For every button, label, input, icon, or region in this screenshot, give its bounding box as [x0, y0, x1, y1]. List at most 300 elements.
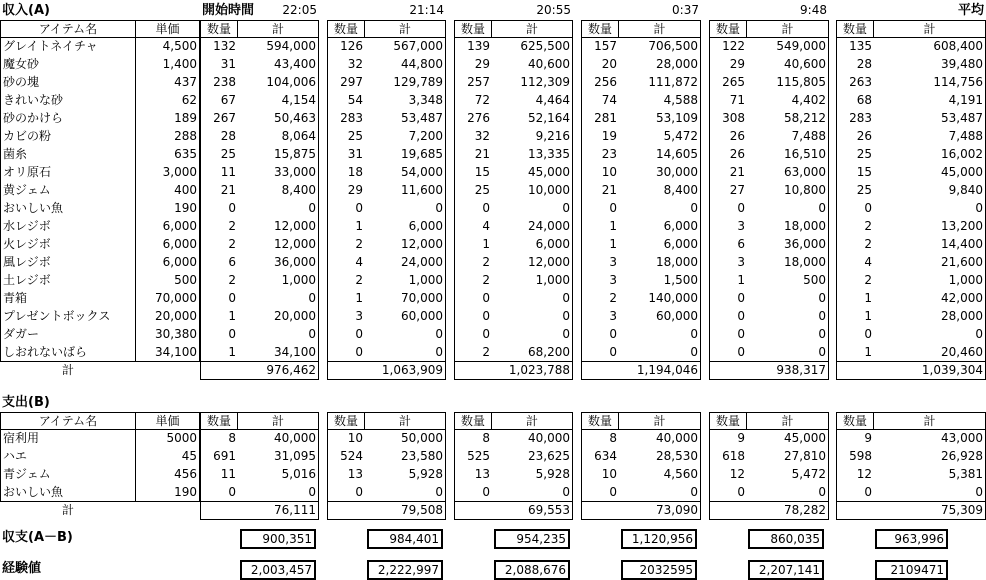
qty-cell[interactable]: 0 — [327, 344, 365, 362]
expense-header-total[interactable]: 計 — [874, 412, 986, 430]
total-cell[interactable]: 10,000 — [492, 182, 573, 200]
qty-cell[interactable]: 1 — [709, 272, 747, 290]
qty-cell[interactable]: 3 — [581, 272, 619, 290]
experience-label[interactable]: 経験値 — [2, 561, 42, 576]
qty-cell[interactable]: 25 — [454, 182, 492, 200]
experience-value[interactable]: 2,003,457 — [240, 560, 316, 580]
session-time[interactable]: 9:48 — [800, 3, 827, 17]
total-cell[interactable]: 0 — [747, 200, 829, 218]
expense-total-cell[interactable]: 40,000 — [492, 430, 573, 448]
total-cell[interactable]: 12,000 — [238, 218, 319, 236]
qty-cell[interactable]: 18 — [327, 164, 365, 182]
header-total[interactable]: 計 — [619, 20, 701, 38]
income-total[interactable]: 1,194,046 — [581, 362, 701, 380]
expense-header-qty[interactable]: 数量 — [581, 412, 619, 430]
qty-cell[interactable]: 0 — [709, 290, 747, 308]
total-cell[interactable]: 24,000 — [492, 218, 573, 236]
total-cell[interactable]: 7,200 — [365, 128, 446, 146]
total-cell[interactable]: 9,216 — [492, 128, 573, 146]
total-cell[interactable]: 111,872 — [619, 74, 701, 92]
total-cell[interactable]: 567,000 — [365, 38, 446, 56]
total-cell[interactable]: 0 — [619, 200, 701, 218]
total-cell[interactable]: 54,000 — [365, 164, 446, 182]
total-cell[interactable]: 7,488 — [874, 128, 986, 146]
balance-value[interactable]: 900,351 — [240, 529, 316, 549]
balance-value[interactable]: 984,401 — [367, 529, 443, 549]
qty-cell[interactable]: 25 — [327, 128, 365, 146]
qty-cell[interactable]: 122 — [709, 38, 747, 56]
expense-total-cell[interactable]: 0 — [874, 484, 986, 502]
expense-total-cell[interactable]: 40,000 — [619, 430, 701, 448]
qty-cell[interactable]: 2 — [454, 272, 492, 290]
experience-value[interactable]: 2109471 — [875, 560, 948, 580]
item-name[interactable]: 火レジボ — [0, 236, 136, 254]
total-cell[interactable]: 1,000 — [492, 272, 573, 290]
income-total[interactable]: 938,317 — [709, 362, 829, 380]
total-cell[interactable]: 129,789 — [365, 74, 446, 92]
expense-total-cell[interactable]: 31,095 — [238, 448, 319, 466]
total-cell[interactable]: 40,600 — [747, 56, 829, 74]
header-unit-price[interactable]: 単価 — [136, 20, 200, 38]
qty-cell[interactable]: 26 — [709, 128, 747, 146]
expense-item-name[interactable]: 宿利用 — [0, 430, 136, 448]
session-time[interactable]: 21:14 — [409, 3, 444, 17]
total-cell[interactable]: 625,500 — [492, 38, 573, 56]
total-cell[interactable]: 24,000 — [365, 254, 446, 272]
total-cell[interactable]: 34,100 — [238, 344, 319, 362]
item-name[interactable]: 魔女砂 — [0, 56, 136, 74]
total-cell[interactable]: 15,875 — [238, 146, 319, 164]
expense-total-cell[interactable]: 0 — [238, 484, 319, 502]
expense-qty-cell[interactable]: 598 — [836, 448, 874, 466]
total-cell[interactable]: 12,000 — [365, 236, 446, 254]
expense-qty-cell[interactable]: 9 — [709, 430, 747, 448]
expense-qty-cell[interactable]: 0 — [454, 484, 492, 502]
total-cell[interactable]: 53,487 — [365, 110, 446, 128]
qty-cell[interactable]: 31 — [327, 146, 365, 164]
total-cell[interactable]: 13,335 — [492, 146, 573, 164]
total-cell[interactable]: 28,000 — [619, 56, 701, 74]
balance-label[interactable]: 収支(A－B) — [2, 530, 73, 545]
qty-cell[interactable]: 297 — [327, 74, 365, 92]
qty-cell[interactable]: 29 — [454, 56, 492, 74]
total-cell[interactable]: 36,000 — [238, 254, 319, 272]
total-cell[interactable]: 1,000 — [238, 272, 319, 290]
expense-qty-cell[interactable]: 0 — [836, 484, 874, 502]
qty-cell[interactable]: 0 — [327, 326, 365, 344]
total-cell[interactable]: 0 — [747, 308, 829, 326]
qty-cell[interactable]: 31 — [200, 56, 238, 74]
qty-cell[interactable]: 67 — [200, 92, 238, 110]
average-label[interactable]: 平均 — [957, 3, 984, 18]
expense-total-cell[interactable]: 45,000 — [747, 430, 829, 448]
total-cell[interactable]: 1,500 — [619, 272, 701, 290]
header-total[interactable]: 計 — [365, 20, 446, 38]
qty-cell[interactable]: 21 — [581, 182, 619, 200]
qty-cell[interactable]: 25 — [836, 182, 874, 200]
total-cell[interactable]: 20,000 — [238, 308, 319, 326]
expense-total-cell[interactable]: 5,016 — [238, 466, 319, 484]
total-cell[interactable]: 14,400 — [874, 236, 986, 254]
total-cell[interactable]: 500 — [747, 272, 829, 290]
expense-qty-cell[interactable]: 691 — [200, 448, 238, 466]
qty-cell[interactable]: 32 — [454, 128, 492, 146]
expense-header-qty[interactable]: 数量 — [200, 412, 238, 430]
item-name[interactable]: カビの粉 — [0, 128, 136, 146]
total-cell[interactable]: 0 — [747, 326, 829, 344]
qty-cell[interactable]: 135 — [836, 38, 874, 56]
qty-cell[interactable]: 0 — [454, 308, 492, 326]
total-cell[interactable]: 8,400 — [619, 182, 701, 200]
item-name[interactable]: 黄ジェム — [0, 182, 136, 200]
experience-value[interactable]: 2,088,676 — [494, 560, 570, 580]
total-cell[interactable]: 36,000 — [747, 236, 829, 254]
total-cell[interactable]: 16,002 — [874, 146, 986, 164]
total-cell[interactable]: 43,400 — [238, 56, 319, 74]
total-cell[interactable]: 0 — [619, 326, 701, 344]
item-name[interactable]: おいしい魚 — [0, 200, 136, 218]
header-qty[interactable]: 数量 — [200, 20, 238, 38]
qty-cell[interactable]: 2 — [836, 236, 874, 254]
experience-value[interactable]: 2,207,141 — [748, 560, 824, 580]
header-qty[interactable]: 数量 — [709, 20, 747, 38]
qty-cell[interactable]: 281 — [581, 110, 619, 128]
total-cell[interactable]: 18,000 — [747, 254, 829, 272]
expense-qty-cell[interactable]: 8 — [200, 430, 238, 448]
income-total[interactable]: 1,039,304 — [836, 362, 986, 380]
qty-cell[interactable]: 1 — [454, 236, 492, 254]
income-total[interactable]: 1,063,909 — [327, 362, 446, 380]
expense-header-total[interactable]: 計 — [619, 412, 701, 430]
qty-cell[interactable]: 238 — [200, 74, 238, 92]
start-time-label[interactable]: 開始時間 — [202, 3, 255, 18]
qty-cell[interactable]: 71 — [709, 92, 747, 110]
qty-cell[interactable]: 6 — [709, 236, 747, 254]
total-cell[interactable]: 6,000 — [365, 218, 446, 236]
qty-cell[interactable]: 25 — [200, 146, 238, 164]
total-cell[interactable]: 4,588 — [619, 92, 701, 110]
qty-cell[interactable]: 256 — [581, 74, 619, 92]
total-cell[interactable]: 0 — [874, 200, 986, 218]
expense-qty-cell[interactable]: 634 — [581, 448, 619, 466]
unit-price[interactable]: 437 — [136, 74, 200, 92]
total-cell[interactable]: 0 — [747, 344, 829, 362]
total-cell[interactable]: 33,000 — [238, 164, 319, 182]
expense-total[interactable]: 76,111 — [200, 502, 319, 520]
qty-cell[interactable]: 3 — [327, 308, 365, 326]
qty-cell[interactable]: 26 — [836, 128, 874, 146]
qty-cell[interactable]: 0 — [709, 308, 747, 326]
qty-cell[interactable]: 32 — [327, 56, 365, 74]
unit-price[interactable]: 6,000 — [136, 254, 200, 272]
income-total-label[interactable]: 計 — [61, 363, 74, 377]
expense-total[interactable]: 73,090 — [581, 502, 701, 520]
qty-cell[interactable]: 0 — [454, 326, 492, 344]
total-cell[interactable]: 0 — [747, 290, 829, 308]
total-cell[interactable]: 60,000 — [365, 308, 446, 326]
expense-item-name[interactable]: ハエ — [0, 448, 136, 466]
expense-header-total[interactable]: 計 — [365, 412, 446, 430]
total-cell[interactable]: 4,402 — [747, 92, 829, 110]
qty-cell[interactable]: 0 — [836, 200, 874, 218]
expense-unit-price[interactable]: 45 — [136, 448, 200, 466]
total-cell[interactable]: 70,000 — [365, 290, 446, 308]
expense-total-cell[interactable]: 26,928 — [874, 448, 986, 466]
qty-cell[interactable]: 15 — [836, 164, 874, 182]
total-cell[interactable]: 68,200 — [492, 344, 573, 362]
expense-qty-cell[interactable]: 0 — [200, 484, 238, 502]
item-name[interactable]: ダガー — [0, 326, 136, 344]
qty-cell[interactable]: 23 — [581, 146, 619, 164]
expense-header-price[interactable]: 単価 — [136, 412, 200, 430]
expense-qty-cell[interactable]: 10 — [581, 466, 619, 484]
total-cell[interactable]: 28,000 — [874, 308, 986, 326]
total-cell[interactable]: 0 — [874, 326, 986, 344]
total-cell[interactable]: 0 — [365, 344, 446, 362]
income-title[interactable]: 収入(A) — [2, 3, 50, 18]
expense-qty-cell[interactable]: 13 — [327, 466, 365, 484]
total-cell[interactable]: 14,605 — [619, 146, 701, 164]
qty-cell[interactable]: 276 — [454, 110, 492, 128]
item-name[interactable]: 砂のかけら — [0, 110, 136, 128]
qty-cell[interactable]: 68 — [836, 92, 874, 110]
qty-cell[interactable]: 1 — [327, 290, 365, 308]
expense-title[interactable]: 支出(B) — [2, 395, 50, 410]
expense-qty-cell[interactable]: 12 — [709, 466, 747, 484]
qty-cell[interactable]: 4 — [836, 254, 874, 272]
qty-cell[interactable]: 1 — [836, 290, 874, 308]
balance-value[interactable]: 954,235 — [494, 529, 570, 549]
qty-cell[interactable]: 265 — [709, 74, 747, 92]
unit-price[interactable]: 190 — [136, 200, 200, 218]
total-cell[interactable]: 8,064 — [238, 128, 319, 146]
qty-cell[interactable]: 26 — [709, 146, 747, 164]
item-name[interactable]: 水レジボ — [0, 218, 136, 236]
qty-cell[interactable]: 21 — [709, 164, 747, 182]
expense-total-cell[interactable]: 0 — [619, 484, 701, 502]
unit-price[interactable]: 3,000 — [136, 164, 200, 182]
total-cell[interactable]: 7,488 — [747, 128, 829, 146]
qty-cell[interactable]: 11 — [200, 164, 238, 182]
expense-total[interactable]: 78,282 — [709, 502, 829, 520]
header-total[interactable]: 計 — [747, 20, 829, 38]
total-cell[interactable]: 5,472 — [619, 128, 701, 146]
qty-cell[interactable]: 308 — [709, 110, 747, 128]
expense-total-cell[interactable]: 50,000 — [365, 430, 446, 448]
total-cell[interactable]: 104,006 — [238, 74, 319, 92]
item-name[interactable]: 土レジボ — [0, 272, 136, 290]
expense-item-name[interactable]: 青ジェム — [0, 466, 136, 484]
expense-header-item[interactable]: アイテム名 — [0, 412, 136, 430]
qty-cell[interactable]: 74 — [581, 92, 619, 110]
total-cell[interactable]: 6,000 — [619, 218, 701, 236]
qty-cell[interactable]: 263 — [836, 74, 874, 92]
expense-header-total[interactable]: 計 — [238, 412, 319, 430]
expense-qty-cell[interactable]: 10 — [327, 430, 365, 448]
income-total[interactable]: 976,462 — [200, 362, 319, 380]
qty-cell[interactable]: 21 — [200, 182, 238, 200]
qty-cell[interactable]: 3 — [709, 254, 747, 272]
total-cell[interactable]: 0 — [238, 326, 319, 344]
total-cell[interactable]: 45,000 — [874, 164, 986, 182]
expense-header-qty[interactable]: 数量 — [454, 412, 492, 430]
item-name[interactable]: プレゼントボックス — [0, 308, 136, 326]
expense-unit-price[interactable]: 5000 — [136, 430, 200, 448]
qty-cell[interactable]: 139 — [454, 38, 492, 56]
total-cell[interactable]: 19,685 — [365, 146, 446, 164]
experience-value[interactable]: 2032595 — [621, 560, 697, 580]
total-cell[interactable]: 1,000 — [365, 272, 446, 290]
unit-price[interactable]: 62 — [136, 92, 200, 110]
qty-cell[interactable]: 28 — [836, 56, 874, 74]
total-cell[interactable]: 53,487 — [874, 110, 986, 128]
qty-cell[interactable]: 0 — [581, 344, 619, 362]
expense-total-cell[interactable]: 5,472 — [747, 466, 829, 484]
total-cell[interactable]: 20,460 — [874, 344, 986, 362]
expense-total-cell[interactable]: 23,625 — [492, 448, 573, 466]
qty-cell[interactable]: 1 — [327, 218, 365, 236]
qty-cell[interactable]: 3 — [581, 308, 619, 326]
qty-cell[interactable]: 267 — [200, 110, 238, 128]
qty-cell[interactable]: 0 — [836, 326, 874, 344]
expense-header-qty[interactable]: 数量 — [327, 412, 365, 430]
qty-cell[interactable]: 283 — [327, 110, 365, 128]
expense-unit-price[interactable]: 456 — [136, 466, 200, 484]
total-cell[interactable]: 50,463 — [238, 110, 319, 128]
total-cell[interactable]: 12,000 — [492, 254, 573, 272]
total-cell[interactable]: 40,600 — [492, 56, 573, 74]
total-cell[interactable]: 63,000 — [747, 164, 829, 182]
qty-cell[interactable]: 19 — [581, 128, 619, 146]
qty-cell[interactable]: 0 — [200, 200, 238, 218]
qty-cell[interactable]: 6 — [200, 254, 238, 272]
total-cell[interactable]: 0 — [492, 200, 573, 218]
total-cell[interactable]: 21,600 — [874, 254, 986, 272]
qty-cell[interactable]: 21 — [454, 146, 492, 164]
item-name[interactable]: 菌糸 — [0, 146, 136, 164]
unit-price[interactable]: 20,000 — [136, 308, 200, 326]
total-cell[interactable]: 53,109 — [619, 110, 701, 128]
qty-cell[interactable]: 0 — [709, 326, 747, 344]
qty-cell[interactable]: 257 — [454, 74, 492, 92]
qty-cell[interactable]: 283 — [836, 110, 874, 128]
unit-price[interactable]: 30,380 — [136, 326, 200, 344]
unit-price[interactable]: 635 — [136, 146, 200, 164]
qty-cell[interactable]: 10 — [581, 164, 619, 182]
qty-cell[interactable]: 2 — [836, 218, 874, 236]
header-qty[interactable]: 数量 — [581, 20, 619, 38]
qty-cell[interactable]: 157 — [581, 38, 619, 56]
expense-header-total[interactable]: 計 — [747, 412, 829, 430]
total-cell[interactable]: 0 — [238, 200, 319, 218]
balance-value[interactable]: 1,120,956 — [621, 529, 697, 549]
qty-cell[interactable]: 1 — [581, 218, 619, 236]
qty-cell[interactable]: 2 — [327, 272, 365, 290]
experience-value[interactable]: 2,222,997 — [367, 560, 443, 580]
qty-cell[interactable]: 2 — [200, 272, 238, 290]
total-cell[interactable]: 140,000 — [619, 290, 701, 308]
total-cell[interactable]: 0 — [492, 308, 573, 326]
qty-cell[interactable]: 1 — [200, 308, 238, 326]
expense-qty-cell[interactable]: 525 — [454, 448, 492, 466]
total-cell[interactable]: 42,000 — [874, 290, 986, 308]
unit-price[interactable]: 500 — [136, 272, 200, 290]
expense-qty-cell[interactable]: 0 — [581, 484, 619, 502]
qty-cell[interactable]: 2 — [581, 290, 619, 308]
expense-total[interactable]: 69,553 — [454, 502, 573, 520]
qty-cell[interactable]: 0 — [454, 200, 492, 218]
total-cell[interactable]: 0 — [365, 326, 446, 344]
total-cell[interactable]: 9,840 — [874, 182, 986, 200]
unit-price[interactable]: 70,000 — [136, 290, 200, 308]
qty-cell[interactable]: 0 — [709, 344, 747, 362]
qty-cell[interactable]: 0 — [200, 326, 238, 344]
unit-price[interactable]: 34,100 — [136, 344, 200, 362]
header-item-name[interactable]: アイテム名 — [0, 20, 136, 38]
qty-cell[interactable]: 29 — [327, 182, 365, 200]
total-cell[interactable]: 594,000 — [238, 38, 319, 56]
total-cell[interactable]: 0 — [365, 200, 446, 218]
unit-price[interactable]: 288 — [136, 128, 200, 146]
header-total[interactable]: 計 — [238, 20, 319, 38]
expense-total-cell[interactable]: 5,381 — [874, 466, 986, 484]
total-cell[interactable]: 4,154 — [238, 92, 319, 110]
session-time[interactable]: 22:05 — [282, 3, 317, 17]
total-cell[interactable]: 608,400 — [874, 38, 986, 56]
total-cell[interactable]: 44,800 — [365, 56, 446, 74]
expense-qty-cell[interactable]: 11 — [200, 466, 238, 484]
total-cell[interactable]: 16,510 — [747, 146, 829, 164]
qty-cell[interactable]: 27 — [709, 182, 747, 200]
qty-cell[interactable]: 4 — [454, 218, 492, 236]
item-name[interactable]: グレイトネイチャ — [0, 38, 136, 56]
qty-cell[interactable]: 3 — [709, 218, 747, 236]
unit-price[interactable]: 189 — [136, 110, 200, 128]
item-name[interactable]: 青箱 — [0, 290, 136, 308]
total-cell[interactable]: 45,000 — [492, 164, 573, 182]
expense-qty-cell[interactable]: 0 — [327, 484, 365, 502]
qty-cell[interactable]: 2 — [327, 236, 365, 254]
qty-cell[interactable]: 2 — [200, 218, 238, 236]
qty-cell[interactable]: 15 — [454, 164, 492, 182]
expense-header-qty[interactable]: 数量 — [709, 412, 747, 430]
expense-qty-cell[interactable]: 9 — [836, 430, 874, 448]
expense-total-cell[interactable]: 0 — [492, 484, 573, 502]
qty-cell[interactable]: 20 — [581, 56, 619, 74]
expense-total-cell[interactable]: 23,580 — [365, 448, 446, 466]
qty-cell[interactable]: 72 — [454, 92, 492, 110]
header-qty[interactable]: 数量 — [454, 20, 492, 38]
expense-total-label[interactable]: 計 — [61, 503, 74, 517]
total-cell[interactable]: 39,480 — [874, 56, 986, 74]
unit-price[interactable]: 6,000 — [136, 218, 200, 236]
unit-price[interactable]: 1,400 — [136, 56, 200, 74]
total-cell[interactable]: 3,348 — [365, 92, 446, 110]
expense-unit-price[interactable]: 190 — [136, 484, 200, 502]
qty-cell[interactable]: 0 — [581, 200, 619, 218]
qty-cell[interactable]: 25 — [836, 146, 874, 164]
total-cell[interactable]: 18,000 — [619, 254, 701, 272]
unit-price[interactable]: 400 — [136, 182, 200, 200]
qty-cell[interactable]: 1 — [581, 236, 619, 254]
total-cell[interactable]: 0 — [619, 344, 701, 362]
session-time[interactable]: 20:55 — [536, 3, 571, 17]
expense-total-cell[interactable]: 28,530 — [619, 448, 701, 466]
expense-total[interactable]: 75,309 — [836, 502, 986, 520]
total-cell[interactable]: 0 — [492, 326, 573, 344]
qty-cell[interactable]: 1 — [836, 308, 874, 326]
total-cell[interactable]: 4,191 — [874, 92, 986, 110]
